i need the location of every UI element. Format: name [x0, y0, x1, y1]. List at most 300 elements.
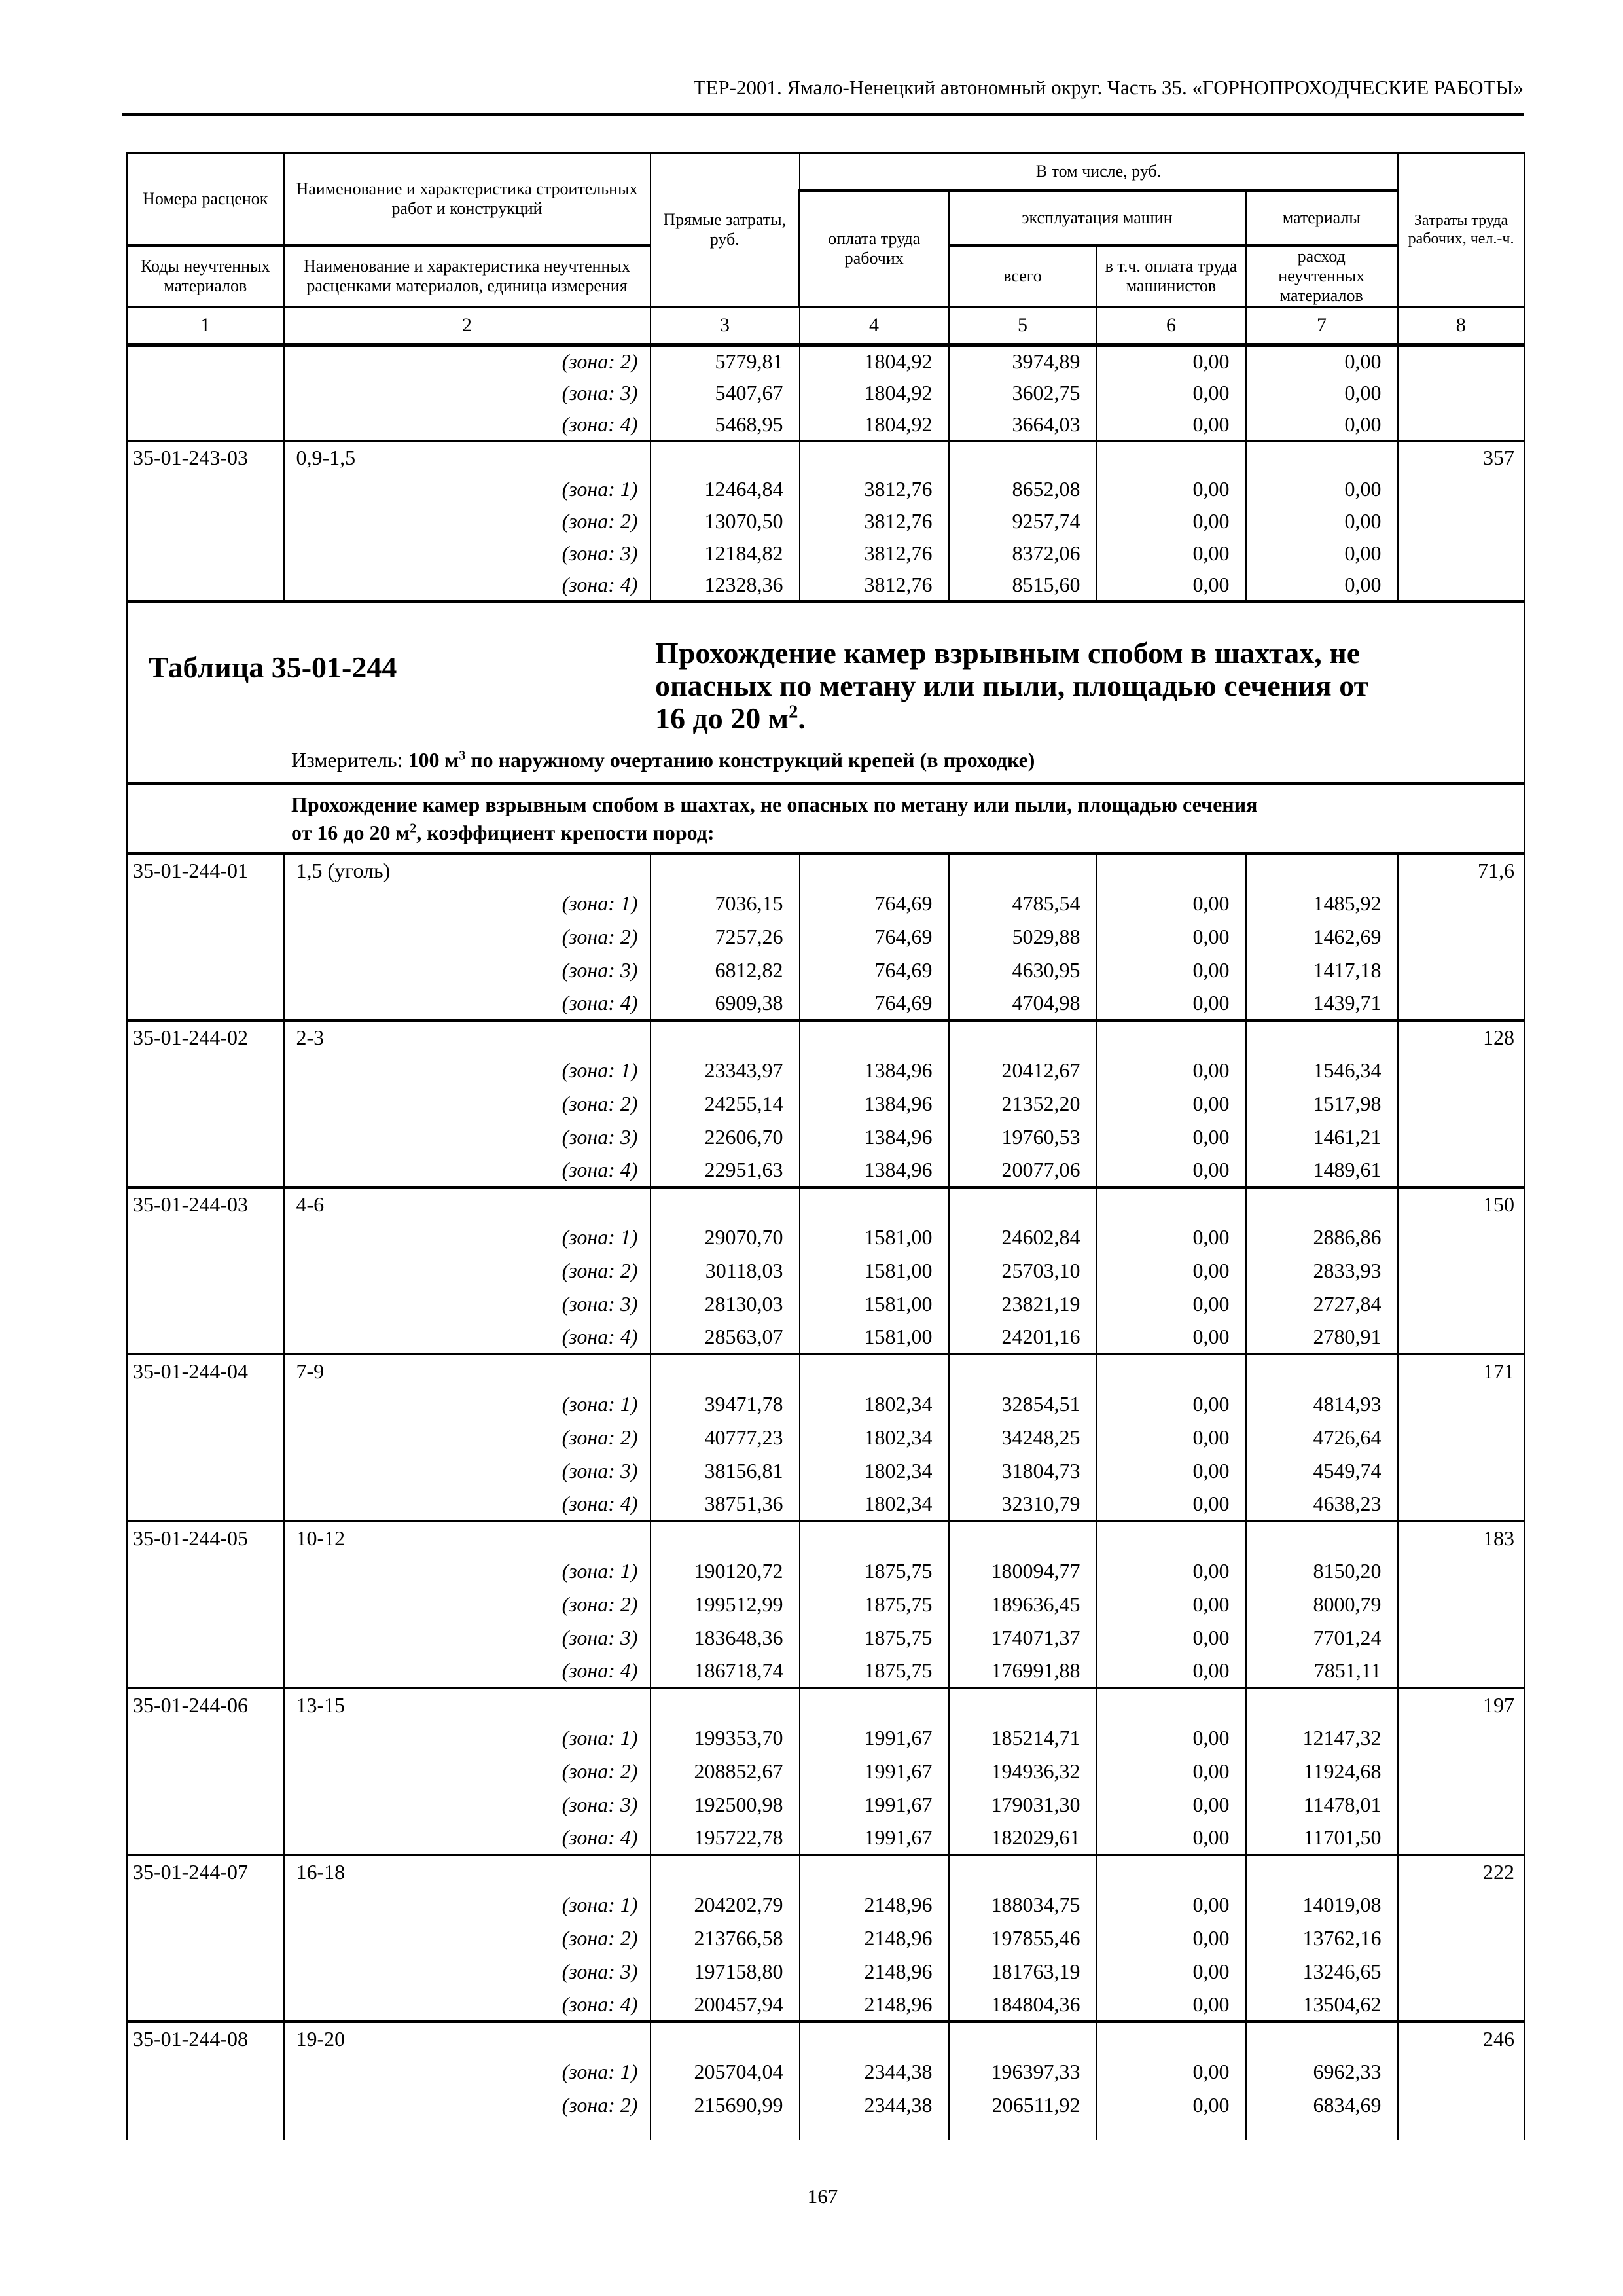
- zone-label-cell: (зона: 1): [284, 887, 651, 920]
- value-cell: 40777,23: [651, 1421, 800, 1454]
- value-cell: [949, 1688, 1097, 1721]
- value-cell: 183648,36: [651, 1621, 800, 1655]
- value-cell: 2148,96: [800, 1922, 949, 1955]
- value-cell: 1804,92: [800, 409, 949, 441]
- value-cell: 181763,19: [949, 1955, 1097, 1988]
- value-cell: 1875,75: [800, 1588, 949, 1621]
- labor-hours-cell: [1398, 1254, 1525, 1287]
- value-cell: 7036,15: [651, 887, 800, 920]
- value-cell: 199353,70: [651, 1721, 800, 1755]
- zone-label-cell: (зона: 4): [284, 1821, 651, 1855]
- value-cell: 12464,84: [651, 473, 800, 505]
- zone-label-cell: (зона: 1): [284, 1221, 651, 1254]
- value-cell: 1517,98: [1246, 1087, 1398, 1121]
- header-materials: материалы: [1246, 190, 1398, 245]
- rate-code-cell: [127, 1888, 284, 1922]
- zone-row: [127, 2055, 1525, 2089]
- section-title-row: [127, 601, 1525, 784]
- zone-row: [127, 1888, 1525, 1922]
- value-cell: 19760,53: [949, 1121, 1097, 1154]
- value-cell: [651, 1688, 800, 1721]
- rate-code-cell: [127, 473, 284, 505]
- rate-code-cell: [127, 1087, 284, 1121]
- value-cell: 0,00: [1097, 1087, 1246, 1121]
- rate-code-cell: [127, 920, 284, 954]
- value-cell: [800, 1688, 949, 1721]
- value-cell: 4704,98: [949, 987, 1097, 1020]
- value-cell: 0,00: [1097, 2055, 1246, 2089]
- cutoff-filler-row: [127, 2122, 1525, 2140]
- value-cell: 0,00: [1097, 1054, 1246, 1087]
- rate-desc-cell: 0,9-1,5: [284, 441, 651, 473]
- value-cell: [1246, 1020, 1398, 1054]
- value-cell: [949, 2022, 1097, 2055]
- labor-hours-cell: 246: [1398, 2022, 1525, 2055]
- value-cell: [651, 1855, 800, 1888]
- zone-row: [127, 1788, 1525, 1821]
- value-cell: 0,00: [1097, 1988, 1246, 2022]
- value-cell: [800, 1855, 949, 1888]
- zone-row: [127, 1588, 1525, 1621]
- value-cell: 0,00: [1097, 569, 1246, 601]
- labor-hours-cell: [1398, 954, 1525, 987]
- value-cell: 1417,18: [1246, 954, 1398, 987]
- value-cell: 0,00: [1097, 409, 1246, 441]
- value-cell: 2833,93: [1246, 1254, 1398, 1287]
- value-cell: 1384,96: [800, 1154, 949, 1187]
- rate-code-cell: [127, 1922, 284, 1955]
- value-cell: 1581,00: [800, 1221, 949, 1254]
- zone-label-cell: (зона: 4): [284, 569, 651, 601]
- header-material-codes: Коды неучтенных материалов: [127, 245, 284, 307]
- labor-hours-cell: [1398, 1988, 1525, 2022]
- value-cell: 1802,34: [800, 1421, 949, 1454]
- value-cell: 185214,71: [949, 1721, 1097, 1755]
- labor-hours-cell: [1398, 1922, 1525, 1955]
- value-cell: 1462,69: [1246, 920, 1398, 954]
- labor-hours-cell: 150: [1398, 1187, 1525, 1221]
- value-cell: 32854,51: [949, 1388, 1097, 1421]
- value-cell: 189636,45: [949, 1588, 1097, 1621]
- value-cell: [1097, 1187, 1246, 1221]
- header-workers-pay: оплата труда рабочих: [800, 190, 949, 307]
- rate-code-cell: [127, 345, 284, 377]
- value-cell: 764,69: [800, 987, 949, 1020]
- value-cell: 0,00: [1097, 1721, 1246, 1755]
- value-cell: 0,00: [1097, 1922, 1246, 1955]
- value-cell: 1991,67: [800, 1788, 949, 1821]
- rate-code-cell: [127, 409, 284, 441]
- value-cell: 197855,46: [949, 1922, 1097, 1955]
- labor-hours-cell: [1398, 920, 1525, 954]
- rate-code-cell: [127, 1488, 284, 1521]
- value-cell: 39471,78: [651, 1388, 800, 1421]
- value-cell: [949, 1354, 1097, 1388]
- value-cell: 28130,03: [651, 1287, 800, 1321]
- zone-label-cell: (зона: 2): [284, 1755, 651, 1788]
- value-cell: 0,00: [1097, 887, 1246, 920]
- value-cell: [1097, 1688, 1246, 1721]
- value-cell: 23343,97: [651, 1054, 800, 1087]
- rate-code-cell: [127, 377, 284, 409]
- zone-label-cell: (зона: 4): [284, 1154, 651, 1187]
- column-number-cell: 3: [651, 307, 800, 345]
- rate-code-cell: [127, 1121, 284, 1154]
- zone-row: [127, 1054, 1525, 1087]
- value-cell: 4638,23: [1246, 1488, 1398, 1521]
- zone-row: [127, 1287, 1525, 1321]
- labor-hours-cell: [1398, 1454, 1525, 1488]
- value-cell: 1581,00: [800, 1321, 949, 1354]
- zone-row: [127, 1421, 1525, 1454]
- value-cell: 25703,10: [949, 1254, 1097, 1287]
- value-cell: 20077,06: [949, 1154, 1097, 1187]
- value-cell: 1802,34: [800, 1454, 949, 1488]
- value-cell: 7851,11: [1246, 1655, 1398, 1688]
- rate-group-row: [127, 441, 1525, 473]
- value-cell: 0,00: [1246, 409, 1398, 441]
- value-cell: 0,00: [1097, 1621, 1246, 1655]
- value-cell: 1991,67: [800, 1821, 949, 1855]
- value-cell: 2780,91: [1246, 1321, 1398, 1354]
- value-cell: 1581,00: [800, 1254, 949, 1287]
- value-cell: 31804,73: [949, 1454, 1097, 1488]
- value-cell: 0,00: [1097, 345, 1246, 377]
- zone-row: [127, 1721, 1525, 1755]
- value-cell: 1804,92: [800, 345, 949, 377]
- zone-row: [127, 1621, 1525, 1655]
- value-cell: 0,00: [1097, 1788, 1246, 1821]
- zone-label-cell: (зона: 2): [284, 920, 651, 954]
- value-cell: 206511,92: [949, 2089, 1097, 2122]
- rate-desc-cell: 16-18: [284, 1855, 651, 1888]
- value-cell: 2148,96: [800, 1888, 949, 1922]
- value-cell: 0,00: [1097, 537, 1246, 569]
- value-cell: 2886,86: [1246, 1221, 1398, 1254]
- table-cutoff-band: [127, 2122, 1525, 2140]
- value-cell: 184804,36: [949, 1988, 1097, 2022]
- value-cell: 1461,21: [1246, 1121, 1398, 1154]
- zone-label-cell: (зона: 4): [284, 1988, 651, 2022]
- zone-row: [127, 345, 1525, 377]
- rate-code-cell: 35-01-244-08: [127, 2022, 284, 2055]
- labor-hours-cell: 357: [1398, 441, 1525, 473]
- value-cell: [1246, 1855, 1398, 1888]
- zone-row: [127, 1454, 1525, 1488]
- zone-label-cell: (зона: 2): [284, 1254, 651, 1287]
- zone-row: [127, 1254, 1525, 1287]
- measurer-line: [291, 748, 1524, 772]
- value-cell: 4630,95: [949, 954, 1097, 987]
- value-cell: 0,00: [1097, 1221, 1246, 1254]
- value-cell: 0,00: [1246, 505, 1398, 537]
- value-cell: 34248,25: [949, 1421, 1097, 1454]
- value-cell: 1489,61: [1246, 1154, 1398, 1187]
- value-cell: 1802,34: [800, 1388, 949, 1421]
- zone-label-cell: (зона: 4): [284, 409, 651, 441]
- value-cell: [1097, 853, 1246, 887]
- rate-code-cell: 35-01-244-03: [127, 1187, 284, 1221]
- value-cell: 4726,64: [1246, 1421, 1398, 1454]
- value-cell: [949, 441, 1097, 473]
- zone-row: [127, 1087, 1525, 1121]
- value-cell: [800, 2022, 949, 2055]
- value-cell: 30118,03: [651, 1254, 800, 1287]
- value-cell: 199512,99: [651, 1588, 800, 1621]
- value-cell: [800, 853, 949, 887]
- rate-desc-cell: 13-15: [284, 1688, 651, 1721]
- zone-row: [127, 1488, 1525, 1521]
- rate-code-cell: [127, 1421, 284, 1454]
- header-rate-numbers: Номера расценок: [127, 154, 284, 245]
- value-cell: 0,00: [1246, 345, 1398, 377]
- value-cell: 197158,80: [651, 1955, 800, 1988]
- value-cell: 3664,03: [949, 409, 1097, 441]
- labor-hours-cell: [1398, 1821, 1525, 1855]
- labor-hours-cell: 71,6: [1398, 853, 1525, 887]
- value-cell: 2344,38: [800, 2089, 949, 2122]
- value-cell: 176991,88: [949, 1655, 1097, 1688]
- value-cell: [949, 1855, 1097, 1888]
- zone-label-cell: (зона: 1): [284, 1054, 651, 1087]
- value-cell: 11924,68: [1246, 1755, 1398, 1788]
- value-cell: [800, 1187, 949, 1221]
- value-cell: 0,00: [1097, 1755, 1246, 1788]
- labor-hours-cell: [1398, 1955, 1525, 1988]
- labor-hours-cell: [1398, 1621, 1525, 1655]
- value-cell: 0,00: [1097, 1421, 1246, 1454]
- labor-hours-cell: [1398, 537, 1525, 569]
- rate-code-cell: [127, 1388, 284, 1421]
- rate-code-cell: [127, 2089, 284, 2122]
- rate-code-cell: 35-01-244-04: [127, 1354, 284, 1388]
- table-body-carryover: [127, 345, 1525, 601]
- labor-hours-cell: [1398, 2055, 1525, 2089]
- value-cell: 1384,96: [800, 1087, 949, 1121]
- rate-code-cell: [127, 1321, 284, 1354]
- value-cell: 8515,60: [949, 569, 1097, 601]
- value-cell: 1384,96: [800, 1121, 949, 1154]
- value-cell: [1097, 1855, 1246, 1888]
- value-cell: 180094,77: [949, 1554, 1097, 1588]
- table-body-main: [127, 853, 1525, 2122]
- measurer-value: 100 $м^3$ по наружному очертанию конструкций крепей (в проходке): [408, 747, 1035, 772]
- value-cell: [949, 853, 1097, 887]
- zone-label-cell: (зона: 1): [284, 2055, 651, 2089]
- value-cell: 23821,19: [949, 1287, 1097, 1321]
- value-cell: [1246, 1688, 1398, 1721]
- zone-label-cell: (зона: 3): [284, 1287, 651, 1321]
- zone-label-cell: (зона: 4): [284, 1488, 651, 1521]
- value-cell: 182029,61: [949, 1821, 1097, 1855]
- zone-label-cell: (зона: 1): [284, 1721, 651, 1755]
- page-number: 167: [807, 2185, 838, 2208]
- labor-hours-cell: [1398, 1488, 1525, 1521]
- value-cell: 28563,07: [651, 1321, 800, 1354]
- column-number-cell: 8: [1398, 307, 1525, 345]
- zone-row: [127, 1755, 1525, 1788]
- value-cell: 11701,50: [1246, 1821, 1398, 1855]
- value-cell: 32310,79: [949, 1488, 1097, 1521]
- rate-desc-cell: 10-12: [284, 1521, 651, 1554]
- value-cell: 200457,94: [651, 1988, 800, 2022]
- rate-code-cell: [127, 1721, 284, 1755]
- value-cell: 0,00: [1097, 505, 1246, 537]
- labor-hours-cell: [1398, 1788, 1525, 1821]
- labor-hours-cell: 171: [1398, 1354, 1525, 1388]
- value-cell: 215690,99: [651, 2089, 800, 2122]
- zone-label-cell: (зона: 1): [284, 473, 651, 505]
- labor-hours-cell: [1398, 1054, 1525, 1087]
- zone-row: [127, 377, 1525, 409]
- rate-code-cell: [127, 1254, 284, 1287]
- rate-code-cell: 35-01-244-07: [127, 1855, 284, 1888]
- value-cell: [1246, 1521, 1398, 1554]
- rate-code-cell: [127, 1788, 284, 1821]
- zone-row: [127, 537, 1525, 569]
- value-cell: 4785,54: [949, 887, 1097, 920]
- zone-row: [127, 920, 1525, 954]
- zone-row: [127, 1221, 1525, 1254]
- zone-row: [127, 1121, 1525, 1154]
- value-cell: 0,00: [1097, 2089, 1246, 2122]
- labor-hours-cell: 183: [1398, 1521, 1525, 1554]
- value-cell: 5779,81: [651, 345, 800, 377]
- labor-hours-cell: 222: [1398, 1855, 1525, 1888]
- value-cell: [651, 1020, 800, 1054]
- zone-label-cell: (зона: 4): [284, 1655, 651, 1688]
- value-cell: 29070,70: [651, 1221, 800, 1254]
- rate-code-cell: 35-01-244-06: [127, 1688, 284, 1721]
- value-cell: 24201,16: [949, 1321, 1097, 1354]
- value-cell: 22951,63: [651, 1154, 800, 1187]
- header-material-name: Наименование и характеристика неучтенных расценками материалов, единица измерения: [284, 245, 651, 307]
- zone-label-cell: (зона: 4): [284, 1321, 651, 1354]
- value-cell: 7257,26: [651, 920, 800, 954]
- rate-code-cell: [127, 2055, 284, 2089]
- zone-label-cell: (зона: 4): [284, 987, 651, 1020]
- zone-row: [127, 1154, 1525, 1187]
- value-cell: 205704,04: [651, 2055, 800, 2089]
- value-cell: [949, 1521, 1097, 1554]
- value-cell: 20412,67: [949, 1054, 1097, 1087]
- zone-label-cell: (зона: 3): [284, 1955, 651, 1988]
- zone-label-cell: (зона: 3): [284, 1788, 651, 1821]
- value-cell: [1097, 1354, 1246, 1388]
- value-cell: 188034,75: [949, 1888, 1097, 1922]
- value-cell: 0,00: [1097, 1388, 1246, 1421]
- value-cell: [1246, 853, 1398, 887]
- value-cell: 204202,79: [651, 1888, 800, 1922]
- value-cell: [1097, 441, 1246, 473]
- value-cell: [800, 1354, 949, 1388]
- zone-row: [127, 1321, 1525, 1354]
- rate-code-cell: [127, 505, 284, 537]
- zone-row: [127, 473, 1525, 505]
- rate-group-row: [127, 1020, 1525, 1054]
- rate-code-cell: [127, 1588, 284, 1621]
- value-cell: 4814,93: [1246, 1388, 1398, 1421]
- value-cell: 0,00: [1097, 920, 1246, 954]
- rate-code-cell: 35-01-243-03: [127, 441, 284, 473]
- rate-desc-cell: 19-20: [284, 2022, 651, 2055]
- zone-row: [127, 409, 1525, 441]
- zone-label-cell: (зона: 2): [284, 505, 651, 537]
- zone-row: [127, 1554, 1525, 1588]
- value-cell: 13246,65: [1246, 1955, 1398, 1988]
- value-cell: 764,69: [800, 887, 949, 920]
- zone-label-cell: (зона: 3): [284, 377, 651, 409]
- rate-group-row: [127, 1688, 1525, 1721]
- zone-label-cell: (зона: 3): [284, 1621, 651, 1655]
- zone-label-cell: (зона: 2): [284, 1087, 651, 1121]
- zone-label-cell: (зона: 3): [284, 537, 651, 569]
- zone-label-cell: (зона: 2): [284, 1922, 651, 1955]
- zone-row: [127, 1388, 1525, 1421]
- value-cell: 764,69: [800, 920, 949, 954]
- value-cell: 0,00: [1097, 1121, 1246, 1154]
- value-cell: 0,00: [1097, 987, 1246, 1020]
- value-cell: 3974,89: [949, 345, 1097, 377]
- value-cell: 0,00: [1097, 1254, 1246, 1287]
- value-cell: 1485,92: [1246, 887, 1398, 920]
- value-cell: 8150,20: [1246, 1554, 1398, 1588]
- labor-hours-cell: [1398, 345, 1525, 377]
- rate-group-row: [127, 1187, 1525, 1221]
- rate-code-cell: [127, 987, 284, 1020]
- column-number-cell: 5: [949, 307, 1097, 345]
- value-cell: [949, 1187, 1097, 1221]
- value-cell: 12184,82: [651, 537, 800, 569]
- value-cell: 3602,75: [949, 377, 1097, 409]
- value-cell: 1581,00: [800, 1287, 949, 1321]
- labor-hours-cell: [1398, 1287, 1525, 1321]
- value-cell: 2148,96: [800, 1955, 949, 1988]
- value-cell: [800, 1521, 949, 1554]
- value-cell: [1097, 1020, 1246, 1054]
- value-cell: 13070,50: [651, 505, 800, 537]
- zone-row: [127, 887, 1525, 920]
- rate-group-row: [127, 1354, 1525, 1388]
- measurer-label: Измеритель:: [291, 747, 403, 772]
- rate-code-cell: [127, 1454, 284, 1488]
- rate-code-cell: [127, 537, 284, 569]
- labor-hours-cell: [1398, 569, 1525, 601]
- value-cell: 0,00: [1097, 1655, 1246, 1688]
- value-cell: 8000,79: [1246, 1588, 1398, 1621]
- labor-hours-cell: [1398, 1121, 1525, 1154]
- value-cell: 213766,58: [651, 1922, 800, 1955]
- labor-hours-cell: [1398, 1321, 1525, 1354]
- labor-hours-cell: [1398, 987, 1525, 1020]
- value-cell: 12147,32: [1246, 1721, 1398, 1755]
- rate-code-cell: 35-01-244-05: [127, 1521, 284, 1554]
- value-cell: 0,00: [1097, 1154, 1246, 1187]
- value-cell: 2344,38: [800, 2055, 949, 2089]
- value-cell: 0,00: [1246, 473, 1398, 505]
- rate-code-cell: [127, 1554, 284, 1588]
- column-number-cell: 7: [1246, 307, 1398, 345]
- rates-table: [126, 152, 1525, 2140]
- rate-code-cell: [127, 1221, 284, 1254]
- rate-desc-cell: 2-3: [284, 1020, 651, 1054]
- labor-hours-cell: [1398, 1721, 1525, 1755]
- labor-hours-cell: [1398, 409, 1525, 441]
- value-cell: 21352,20: [949, 1087, 1097, 1121]
- zone-label-cell: (зона: 1): [284, 1888, 651, 1922]
- zone-row: [127, 2089, 1525, 2122]
- value-cell: 194936,32: [949, 1755, 1097, 1788]
